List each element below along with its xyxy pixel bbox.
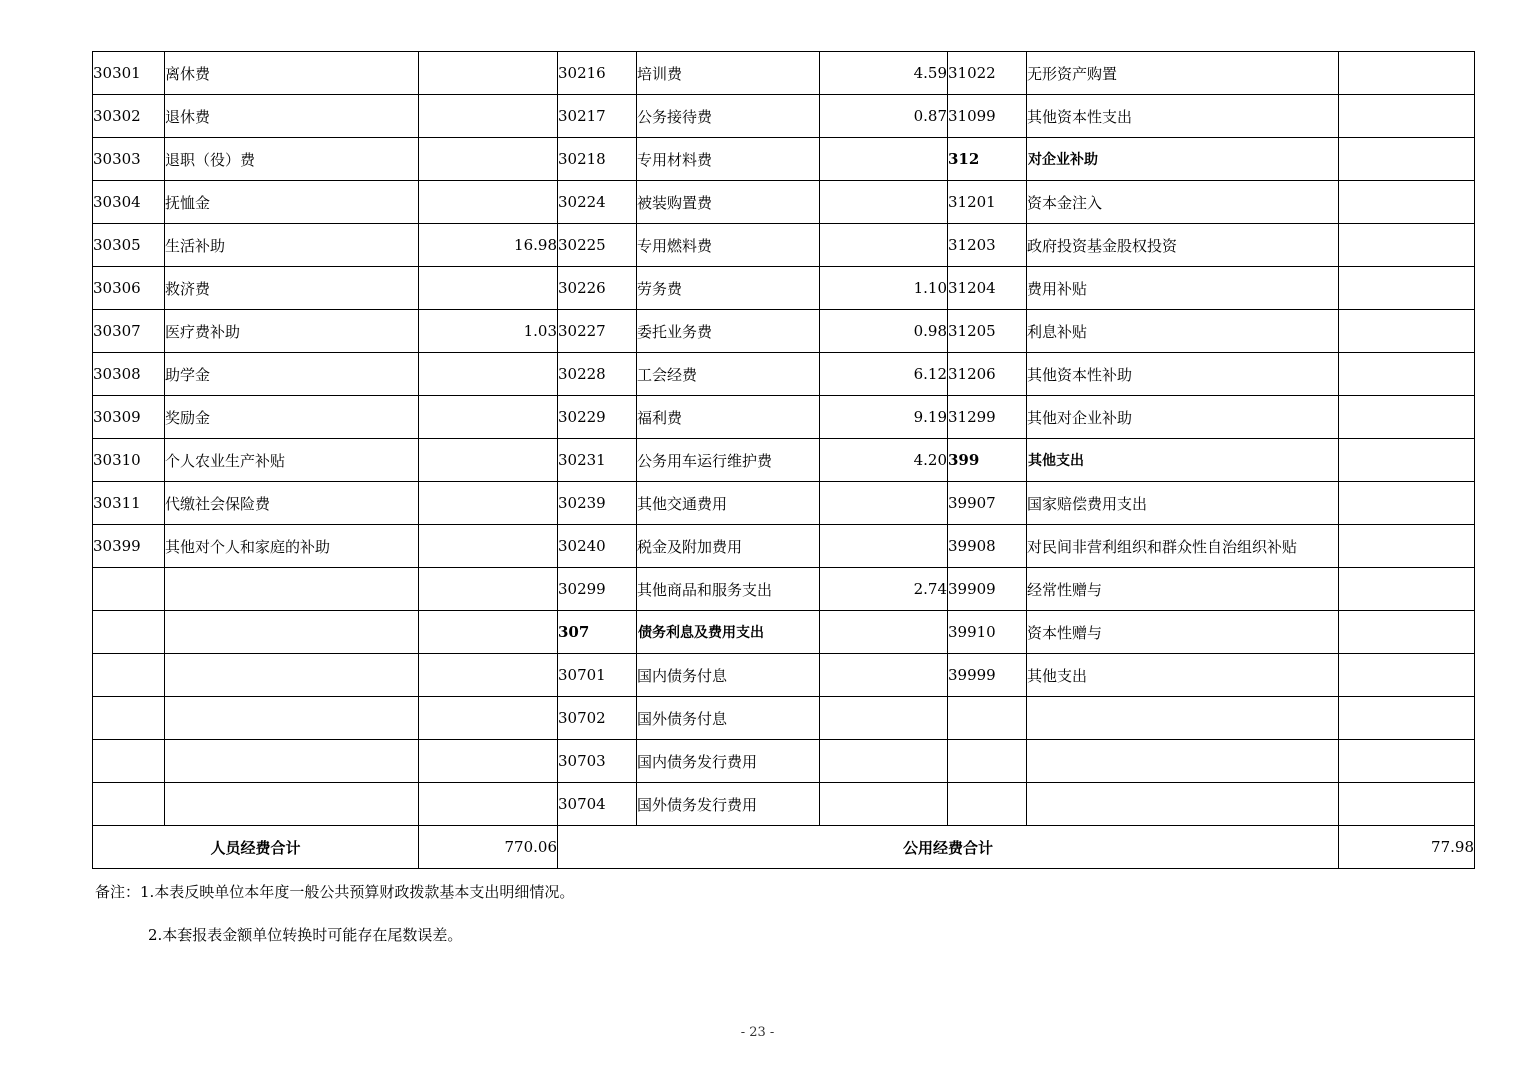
public-name: 培训费 (637, 52, 820, 95)
other-code: 39999 (948, 654, 1027, 697)
personnel-name: 救济费 (165, 267, 419, 310)
personnel-code (93, 740, 165, 783)
personnel-amount (419, 525, 558, 568)
personnel-amount (419, 654, 558, 697)
personnel-amount (419, 439, 558, 482)
personnel-amount (419, 740, 558, 783)
public-name: 其他商品和服务支出 (637, 568, 820, 611)
public-total-label: 公用经费合计 (558, 826, 1339, 869)
public-amount (820, 783, 948, 826)
public-code: 30225 (558, 224, 637, 267)
other-code: 312 (948, 138, 1027, 181)
public-code: 30216 (558, 52, 637, 95)
other-name (1027, 740, 1339, 783)
other-amount (1339, 697, 1475, 740)
other-amount (1339, 310, 1475, 353)
personnel-name: 其他对个人和家庭的补助 (165, 525, 419, 568)
personnel-amount (419, 138, 558, 181)
table-row (93, 396, 1475, 439)
note-line-2: 2.本套报表金额单位转换时可能存在尾数误差。 (148, 926, 463, 944)
personnel-code: 30302 (93, 95, 165, 138)
other-code: 399 (948, 439, 1027, 482)
other-amount (1339, 138, 1475, 181)
other-code (948, 783, 1027, 826)
other-amount (1339, 611, 1475, 654)
other-name: 利息补贴 (1027, 310, 1339, 353)
personnel-amount (419, 181, 558, 224)
public-code: 30702 (558, 697, 637, 740)
other-code: 31201 (948, 181, 1027, 224)
public-amount: 9.19 (820, 396, 948, 439)
other-amount (1339, 439, 1475, 482)
personnel-code: 30304 (93, 181, 165, 224)
personnel-code: 30310 (93, 439, 165, 482)
personnel-code (93, 783, 165, 826)
table-row (93, 482, 1475, 525)
personnel-code: 30305 (93, 224, 165, 267)
other-code (948, 740, 1027, 783)
table-row (93, 611, 1475, 654)
personnel-name: 个人农业生产补贴 (165, 439, 419, 482)
other-name: 其他支出 (1027, 439, 1339, 482)
public-amount: 0.87 (820, 95, 948, 138)
personnel-code (93, 697, 165, 740)
public-name: 债务利息及费用支出 (637, 611, 820, 654)
other-name: 政府投资基金股权投资 (1027, 224, 1339, 267)
other-code: 31206 (948, 353, 1027, 396)
other-name: 对企业补助 (1027, 138, 1339, 181)
other-name: 其他对企业补助 (1027, 396, 1339, 439)
table-row (93, 568, 1475, 611)
other-name: 资本性赠与 (1027, 611, 1339, 654)
other-name: 费用补贴 (1027, 267, 1339, 310)
table-row (93, 181, 1475, 224)
public-code: 30224 (558, 181, 637, 224)
personnel-name (165, 654, 419, 697)
public-amount: 0.98 (820, 310, 948, 353)
personnel-amount (419, 697, 558, 740)
personnel-amount (419, 783, 558, 826)
public-code: 30240 (558, 525, 637, 568)
personnel-code: 30301 (93, 52, 165, 95)
personnel-amount: 16.98 (419, 224, 558, 267)
public-code: 30218 (558, 138, 637, 181)
personnel-name: 退职（役）费 (165, 138, 419, 181)
personnel-amount (419, 611, 558, 654)
table-row (93, 525, 1475, 568)
other-code (948, 697, 1027, 740)
public-amount: 4.59 (820, 52, 948, 95)
table-row (93, 310, 1475, 353)
other-amount (1339, 95, 1475, 138)
other-name: 国家赔偿费用支出 (1027, 482, 1339, 525)
table-body (93, 52, 1475, 826)
personnel-name: 生活补助 (165, 224, 419, 267)
personnel-total-label: 人员经费合计 (93, 826, 419, 869)
other-name: 资本金注入 (1027, 181, 1339, 224)
public-name: 国内债务发行费用 (637, 740, 820, 783)
other-amount (1339, 353, 1475, 396)
other-name (1027, 697, 1339, 740)
other-name: 经常性赠与 (1027, 568, 1339, 611)
personnel-code (93, 568, 165, 611)
personnel-total-amount: 770.06 (419, 826, 558, 869)
totals-row (93, 826, 1475, 869)
other-name: 对民间非营利组织和群众性自治组织补贴 (1027, 525, 1339, 568)
public-amount (820, 697, 948, 740)
other-amount (1339, 396, 1475, 439)
public-code: 30227 (558, 310, 637, 353)
personnel-amount (419, 396, 558, 439)
public-code: 30226 (558, 267, 637, 310)
table-row (93, 138, 1475, 181)
public-name: 公务用车运行维护费 (637, 439, 820, 482)
personnel-name (165, 611, 419, 654)
table-row (93, 697, 1475, 740)
other-code: 31203 (948, 224, 1027, 267)
personnel-code: 30306 (93, 267, 165, 310)
public-code: 30299 (558, 568, 637, 611)
public-code: 30231 (558, 439, 637, 482)
other-code: 31022 (948, 52, 1027, 95)
public-name: 国外债务发行费用 (637, 783, 820, 826)
other-amount (1339, 482, 1475, 525)
public-code: 30217 (558, 95, 637, 138)
table-row (93, 439, 1475, 482)
other-name: 其他支出 (1027, 654, 1339, 697)
public-name: 其他交通费用 (637, 482, 820, 525)
other-code: 31205 (948, 310, 1027, 353)
other-name: 无形资产购置 (1027, 52, 1339, 95)
other-amount (1339, 568, 1475, 611)
table-row (93, 740, 1475, 783)
personnel-code: 30309 (93, 396, 165, 439)
personnel-name (165, 783, 419, 826)
table-row (93, 52, 1475, 95)
other-code: 31204 (948, 267, 1027, 310)
public-name: 国外债务付息 (637, 697, 820, 740)
budget-detail-table (92, 51, 1475, 869)
other-amount (1339, 267, 1475, 310)
table-row (93, 654, 1475, 697)
personnel-amount (419, 568, 558, 611)
personnel-code: 30311 (93, 482, 165, 525)
public-amount (820, 138, 948, 181)
table-row (93, 224, 1475, 267)
personnel-code: 30399 (93, 525, 165, 568)
other-amount (1339, 525, 1475, 568)
other-code: 39910 (948, 611, 1027, 654)
public-name: 专用燃料费 (637, 224, 820, 267)
personnel-amount (419, 482, 558, 525)
other-amount (1339, 181, 1475, 224)
public-amount (820, 181, 948, 224)
personnel-name: 代缴社会保险费 (165, 482, 419, 525)
personnel-amount (419, 52, 558, 95)
personnel-name: 离休费 (165, 52, 419, 95)
personnel-name (165, 740, 419, 783)
other-name (1027, 783, 1339, 826)
other-amount (1339, 740, 1475, 783)
other-name: 其他资本性补助 (1027, 353, 1339, 396)
public-code: 30704 (558, 783, 637, 826)
personnel-name (165, 568, 419, 611)
public-name: 公务接待费 (637, 95, 820, 138)
personnel-name: 抚恤金 (165, 181, 419, 224)
public-amount: 1.10 (820, 267, 948, 310)
personnel-code: 30303 (93, 138, 165, 181)
personnel-name: 医疗费补助 (165, 310, 419, 353)
personnel-code: 30307 (93, 310, 165, 353)
public-amount (820, 482, 948, 525)
public-amount (820, 611, 948, 654)
public-amount: 2.74 (820, 568, 948, 611)
public-total-amount: 77.98 (1339, 826, 1475, 869)
public-amount (820, 224, 948, 267)
table-row (93, 783, 1475, 826)
public-code: 30703 (558, 740, 637, 783)
personnel-amount (419, 267, 558, 310)
personnel-code (93, 654, 165, 697)
table-row (93, 353, 1475, 396)
personnel-amount (419, 353, 558, 396)
public-amount (820, 654, 948, 697)
other-amount (1339, 224, 1475, 267)
public-name: 税金及附加费用 (637, 525, 820, 568)
public-amount: 6.12 (820, 353, 948, 396)
other-amount (1339, 52, 1475, 95)
public-name: 国内债务付息 (637, 654, 820, 697)
public-amount: 4.20 (820, 439, 948, 482)
personnel-name (165, 697, 419, 740)
other-code: 39909 (948, 568, 1027, 611)
other-name: 其他资本性支出 (1027, 95, 1339, 138)
other-code: 31299 (948, 396, 1027, 439)
personnel-name: 奖励金 (165, 396, 419, 439)
public-code: 30228 (558, 353, 637, 396)
other-code: 31099 (948, 95, 1027, 138)
other-code: 39907 (948, 482, 1027, 525)
table-row (93, 95, 1475, 138)
table-row (93, 267, 1475, 310)
note-line-1: 备注：1.本表反映单位本年度一般公共预算财政拨款基本支出明细情况。 (95, 883, 575, 901)
personnel-name: 退休费 (165, 95, 419, 138)
public-code: 30701 (558, 654, 637, 697)
public-name: 被装购置费 (637, 181, 820, 224)
public-amount (820, 525, 948, 568)
other-amount (1339, 783, 1475, 826)
public-amount (820, 740, 948, 783)
personnel-amount: 1.03 (419, 310, 558, 353)
personnel-code (93, 611, 165, 654)
public-name: 工会经费 (637, 353, 820, 396)
other-code: 39908 (948, 525, 1027, 568)
public-code: 307 (558, 611, 637, 654)
public-name: 劳务费 (637, 267, 820, 310)
personnel-name: 助学金 (165, 353, 419, 396)
public-code: 30229 (558, 396, 637, 439)
other-amount (1339, 654, 1475, 697)
personnel-code: 30308 (93, 353, 165, 396)
public-code: 30239 (558, 482, 637, 525)
personnel-amount (419, 95, 558, 138)
public-name: 委托业务费 (637, 310, 820, 353)
public-name: 专用材料费 (637, 138, 820, 181)
public-name: 福利费 (637, 396, 820, 439)
page-number: - 23 - (740, 1025, 775, 1040)
